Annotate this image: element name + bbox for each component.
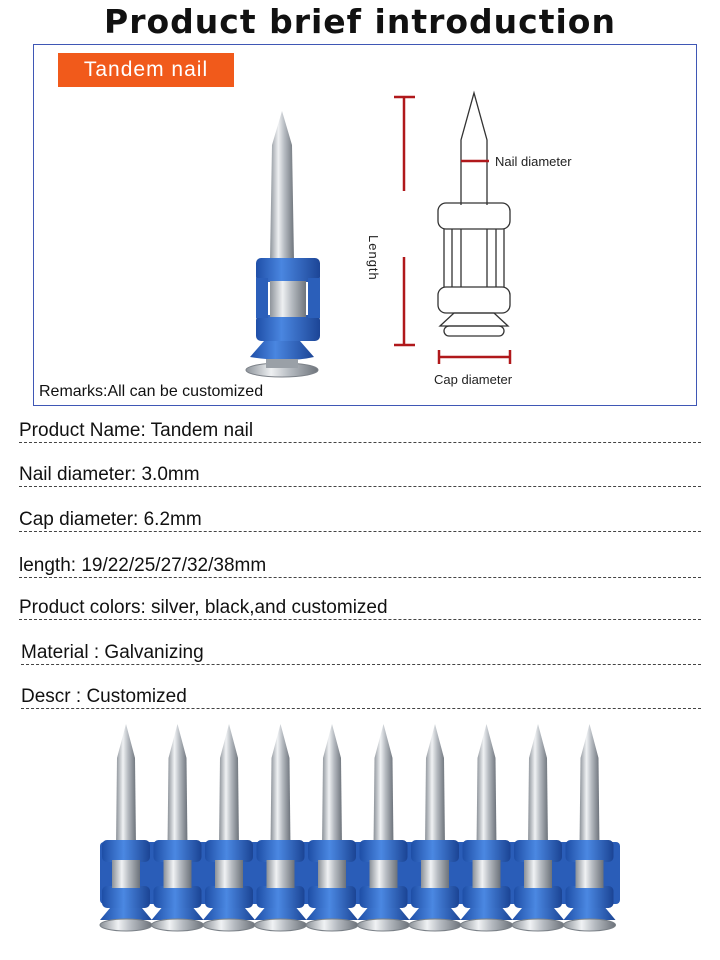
spec-underline [19, 619, 701, 620]
nail-technical-drawing [34, 45, 698, 407]
spec-underline [19, 577, 701, 578]
page-title: Product brief introduction [104, 2, 616, 41]
spec-underline [19, 531, 701, 532]
spec-material: Material : Galvanizing [21, 642, 204, 663]
spec-nail-diameter: Nail diameter: 3.0mm [19, 464, 200, 485]
spec-underline [21, 664, 701, 665]
spec-underline [19, 442, 701, 443]
tandem-nail-strip-photo [0, 718, 720, 948]
cap-diameter-dimension [439, 350, 510, 364]
product-panel [33, 44, 697, 406]
length-dimension [394, 97, 415, 345]
strip-nail [409, 724, 461, 931]
spec-underline [19, 486, 701, 487]
strip-nail [100, 724, 152, 931]
spec-length: length: 19/22/25/27/32/38mm [19, 555, 267, 576]
spec-descr: Descr : Customized [21, 686, 187, 707]
product-tag: Tandem nail [58, 53, 234, 87]
spec-product-name: Product Name: Tandem nail [19, 420, 254, 441]
strip-nail [152, 724, 204, 931]
nail-diameter-label: Nail diameter [495, 154, 572, 169]
length-label: Length [366, 235, 381, 281]
strip-nail [564, 724, 616, 931]
strip-nail [203, 724, 255, 931]
strip-nail [306, 724, 358, 931]
spec-cap-diameter: Cap diameter: 6.2mm [19, 509, 202, 530]
strip-nail [461, 724, 513, 931]
strip-nail [255, 724, 307, 931]
spec-underline [21, 708, 701, 709]
strip-nail [512, 724, 564, 931]
cap-diameter-label: Cap diameter [434, 372, 513, 387]
strip-nail [358, 724, 410, 931]
spec-colors: Product colors: silver, black,and customized [19, 597, 388, 618]
remarks-text: Remarks:All can be customized [39, 383, 264, 400]
